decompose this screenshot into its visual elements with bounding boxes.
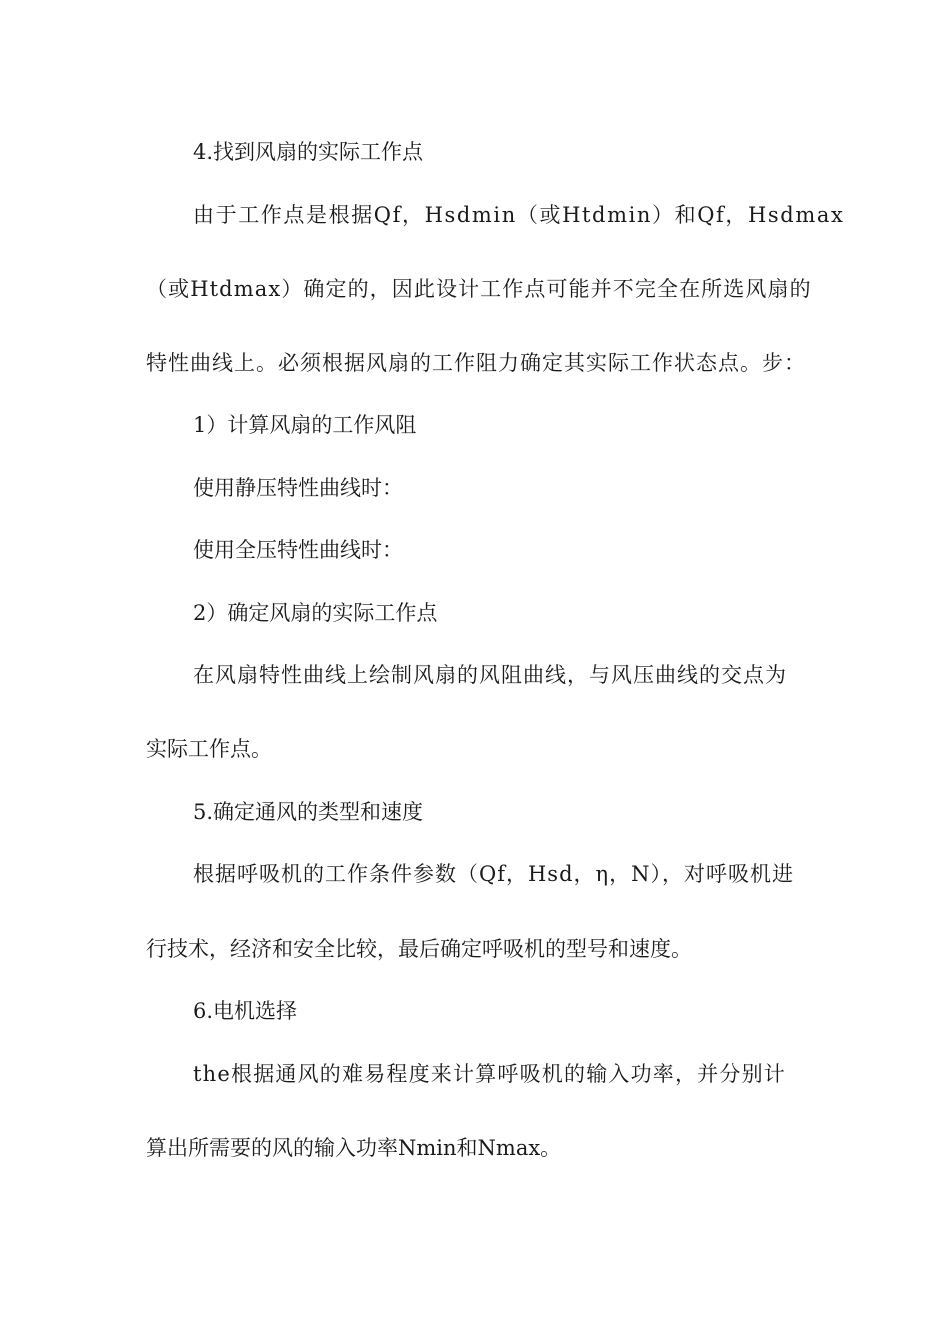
paragraph-3-line-2: 行技术，经济和安全比较，最后确定呼吸机的型号和速度。 — [146, 937, 692, 961]
static-pressure-curve-text: 使用静压特性曲线时： — [193, 476, 403, 500]
total-pressure-curve-text: 使用全压特性曲线时： — [193, 538, 403, 562]
paragraph-3-line-1: 根据呼吸机的工作条件参数（Qf，Hsd，η，N），对呼吸机进 — [193, 862, 794, 886]
paragraph-1-line-3: 特性曲线上。必须根据风扇的工作阻力确定其实际工作状态点。步： — [146, 351, 806, 375]
step-1-heading: 1）计算风扇的工作风阻 — [193, 413, 417, 437]
section-heading-5: 5.确定通风的类型和速度 — [193, 800, 424, 824]
paragraph-4-line-2: 算出所需要的风的输入功率Nmin和Nmax。 — [146, 1136, 562, 1160]
paragraph-1-line-1: 由于工作点是根据Qf，Hsdmin（或Htdmin）和Qf，Hsdmax — [193, 203, 845, 227]
paragraph-4-line-1: the根据通风的难易程度来计算呼吸机的输入功率，并分别计 — [193, 1062, 786, 1086]
paragraph-2-line-2: 实际工作点。 — [146, 737, 272, 761]
paragraph-1-line-2: （或Htdmax）确定的，因此设计工作点可能并不完全在所选风扇的 — [146, 277, 812, 301]
paragraph-2-line-1: 在风扇特性曲线上绘制风扇的风阻曲线，与风压曲线的交点为 — [193, 663, 787, 687]
step-2-heading: 2）确定风扇的实际工作点 — [193, 601, 438, 625]
section-heading-6: 6.电机选择 — [193, 999, 298, 1023]
section-heading-4: 4.找到风扇的实际工作点 — [193, 140, 424, 164]
